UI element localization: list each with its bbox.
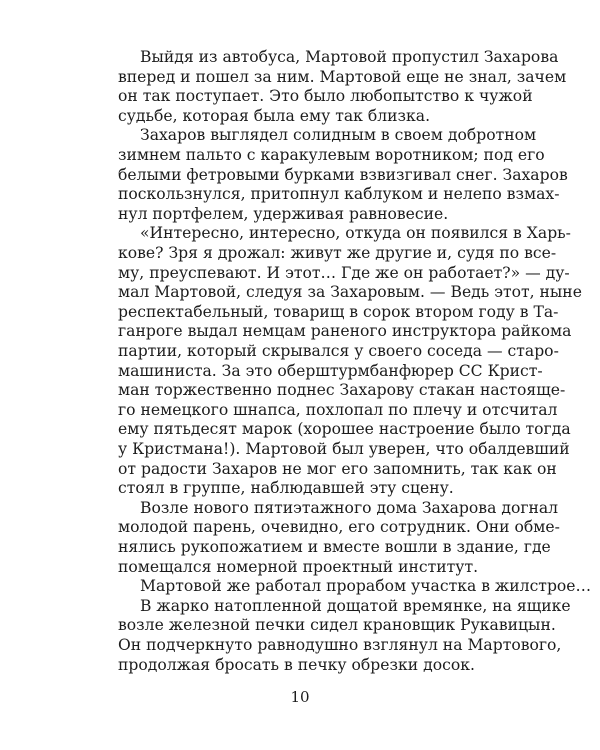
text-line: го немецкого шнапса, похлопал по плечу и отсчитал: [118, 400, 558, 419]
text-line: В жарко натопленной дощатой времянке, на ящике: [140, 596, 571, 615]
text-line: Захаров выглядел солидным в своем добротном: [140, 126, 537, 145]
text-line: продолжая бросать в печку обрезки досок.: [118, 655, 475, 674]
text-line: партии, который скрывался у своего соседа — старо-: [118, 342, 559, 360]
text-line: белыми фетровыми бурками взвизгивал снег. Захаров: [118, 165, 568, 184]
text-line: он так поступает. Это было любопытство к чужой: [118, 87, 533, 106]
text-line: нялись рукопожатием и вместе вошли в здание, где: [118, 538, 551, 556]
text-line: зимнем пальто с каракулевым воротником; под его: [118, 146, 545, 164]
text-line: ганроге выдал немцам раненого инструктора райкома: [118, 322, 572, 341]
text-line: му, преуспевают. И этот… Где же он работает?» — ду-: [118, 263, 570, 282]
text-line: кове? Зря я дрожал: живут же другие и, судя по все-: [118, 244, 557, 262]
text-line: Он подчеркнуто равнодушно взглянул на Мартового,: [118, 636, 562, 654]
text-line: от радости Захаров не мог его запомнить, так как он: [118, 459, 557, 478]
text-line: у Кристмана!). Мартовой был уверен, что обалдевший: [118, 440, 570, 458]
text-line: машиниста. За это оберштурмбанфюрер СС Крист-: [118, 361, 543, 380]
text-line: стоял в группе, наблюдавшей эту сцену.: [118, 479, 454, 498]
text-line: поскользнулся, притопнул каблуком и нелепо взмах-: [118, 185, 560, 204]
text-line: нул портфелем, удерживая равновесие.: [118, 204, 449, 223]
text-line: «Интересно, интересно, откуда он появился в Харь-: [140, 224, 571, 243]
text-line: молодой парень, очевидно, его сотрудник. Они обме-: [118, 518, 560, 537]
text-line: вперед и пошел за ним. Мартовой еще не знал, зачем: [118, 67, 567, 86]
text-line: Возле нового пятиэтажного дома Захарова догнал: [140, 498, 559, 517]
text-line: Мартовой же работал прорабом участка в жилстрое…: [140, 577, 592, 596]
text-line: ман торжественно поднес Захарову стакан настояще-: [118, 381, 566, 400]
text-line: мал Мартовой, следуя за Захаровым. — Ведь этот, ныне: [118, 283, 582, 302]
text-line: помещался номерной проектный институт.: [118, 557, 479, 576]
text-line: респектабельный, товарищ в сорок втором году в Та-: [118, 302, 559, 321]
text-line: ему пятьдесят марок (хорошее настроение было тогда: [118, 420, 571, 439]
page-number: 10: [290, 688, 310, 706]
text-line: Выйдя из автобуса, Мартовой пропустил Захарова: [140, 48, 559, 66]
text-line: возле железной печки сидел крановщик Рукавицын.: [118, 616, 556, 635]
text-line: судьбе, которая была ему так близка.: [118, 106, 431, 125]
